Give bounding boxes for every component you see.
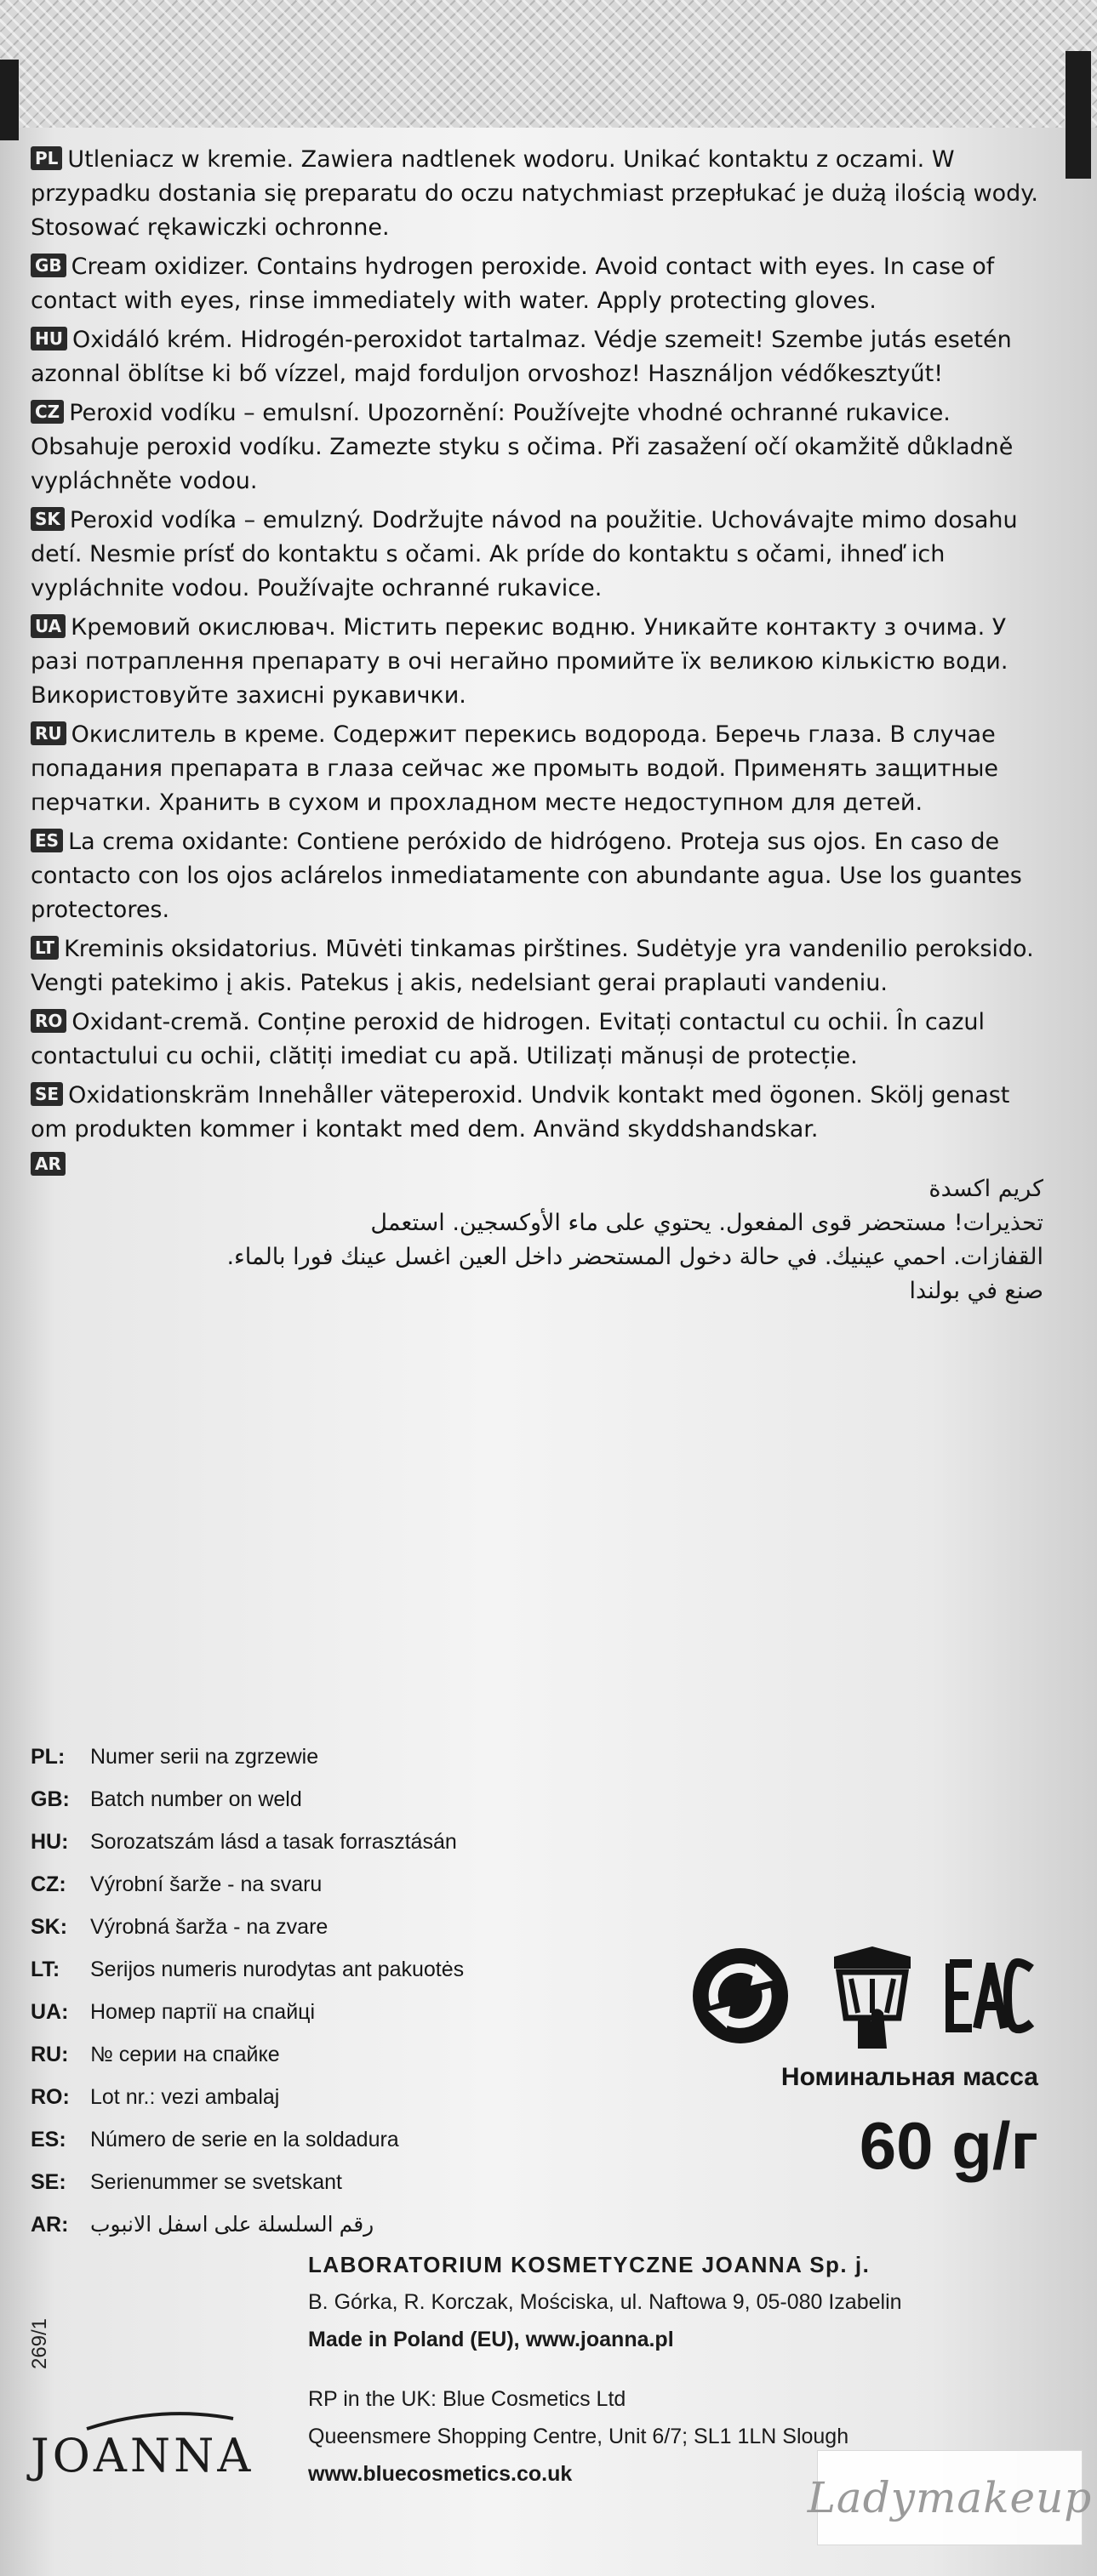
language-code: CZ (31, 400, 64, 424)
manufacturer-name: LABORATORIUM KOSMETYCZNE JOANNA Sp. j. (308, 2252, 871, 2277)
batch-number-list (31, 1735, 677, 2246)
warning-text: Oxidationskräm Innehåller väteperoxid. Undvik kontakt med ögonen. Skölj genast om produkten kommer i kontakt med dem. Använd skyddshandskar. (31, 1082, 1010, 1143)
dark-edge-right (1066, 51, 1091, 179)
warning-text: Кремовий окислювач. Містить перекис водню. Уникайте контакту з очима. У разі потраплення препарату в очі негайно промийте їх великою кількістю води. Використовуйте захисні рукавички. (31, 614, 1008, 709)
warning-text: Utleniacz w kremie. Zawiera nadtlenek wodoru. Unikać kontaktu z oczami. W przypadku dostania się preparatu do oczu natychmiast przepłukać je dużą ilością wody. Stosować rękawiczki ochronne. (31, 146, 1039, 241)
batch-row: GB: Batch number on weld (31, 1787, 302, 1811)
language-code: HU (31, 327, 67, 350)
language-code: PL (31, 146, 62, 170)
watermark (807, 2450, 1093, 2545)
language-code: SE (31, 1082, 63, 1106)
warning-block-sk (31, 504, 1043, 606)
batch-row: CZ: Výrobní šarže - na svaru (31, 1872, 323, 1896)
brand-name: JOANNA (31, 2429, 254, 2482)
batch-row: ES: Número de serie en la soldadura (31, 2128, 399, 2151)
eac-mark-icon (943, 1953, 1037, 2038)
warning-block-ru (31, 718, 1043, 820)
nominal-mass (749, 2059, 1038, 2188)
warning-block-se (31, 1079, 1043, 1147)
batch-row: PL: Numer serii na zgrzewie (31, 1745, 319, 1769)
language-code: SK (31, 507, 65, 531)
language-code: AR (31, 1152, 66, 1176)
arabic-line: صنع في بولندا (909, 1278, 1043, 1304)
warning-text: Окислитель в креме. Содержит перекись водорода. Беречь глаза. В случае попадания препарата в глаза сейчас же промыть водой. Применять защитные перчатки. Хранить в сухом и прохладном месте недоступном для детей. (31, 721, 998, 816)
arabic-line: تحذيرات! مستحضر قوى المفعول. يحتوي على ماء الأوكسجين. استعمل (370, 1210, 1043, 1236)
batch-row: AR: رقم السلسلة على اسفل الانبوب (31, 2213, 374, 2237)
uk-address: Queensmere Shopping Centre, Unit 6/7; SL1 1LN Slough (308, 2425, 849, 2448)
batch-row: SE: Serienummer se svetskant (31, 2170, 342, 2194)
warning-block-cz (31, 396, 1043, 499)
uk-representative: RP in the UK: Blue Cosmetics Ltd (308, 2387, 626, 2411)
language-code: GB (31, 254, 66, 277)
mass-label: Номинальная масса (780, 2063, 1038, 2091)
batch-row: LT: Serijos numeris nurodytas ant pakuotės (31, 1958, 465, 1981)
language-code: LT (31, 936, 59, 960)
warning-text: Kreminis oksidatorius. Mūvėti tinkamas pirštines. Sudėtyje yra vandenilio peroksido. Vengti patekimo į akis. Patekus į akis, nedelsiant gerai praplauti vandeniu. (31, 936, 1034, 996)
top-seal-texture (0, 0, 1097, 128)
recycle-icon (689, 1945, 791, 2047)
arabic-line: كريم اكسدة (928, 1176, 1043, 1202)
warning-block-es (31, 825, 1043, 927)
warning-block-ua (31, 611, 1043, 713)
eac-mark (943, 1953, 1037, 2038)
mass-value: 60 g/г (859, 2108, 1038, 2183)
warnings-section (31, 143, 1043, 1314)
arabic-warning-lines (31, 1172, 1043, 1308)
warning-block-ro (31, 1006, 1043, 1074)
batch-row: RO: Lot nr.: vezi ambalaj (31, 2085, 280, 2109)
warning-block-hu (31, 323, 1043, 391)
warning-block-lt (31, 932, 1043, 1000)
warning-block-gb (31, 250, 1043, 318)
language-code: RU (31, 721, 66, 745)
arabic-line: القفازات. احمي عينيك. في حالة دخول المستحضر داخل العين اغسل عينك فورا بالماء. (226, 1244, 1043, 1270)
watermark-text: Ladymakeup (807, 2473, 1093, 2522)
language-code: RO (31, 1009, 66, 1033)
warning-text: Cream oxidizer. Contains hydrogen peroxide. Avoid contact with eyes. In case of contact with eyes, rinse immediately with water. Apply protecting gloves. (31, 254, 995, 314)
warning-block-pl (31, 143, 1043, 245)
language-code: UA (31, 614, 66, 638)
brand-logo (24, 2395, 296, 2488)
batch-row: UA: Номер партії на спайці (31, 2000, 316, 2024)
symbols-row (689, 1940, 1047, 2059)
dark-edge-left (0, 60, 19, 140)
warning-text: La crema oxidante: Contiene peróxido de hidrógeno. Proteja sus ojos. En caso de contacto con los ojos aclárelos inmediatamente con abundante agua. Use los guantes protectores. (31, 829, 1022, 923)
waste-bin-icon (826, 1940, 919, 2050)
uk-website: www.bluecosmetics.co.uk (308, 2462, 573, 2486)
lot-code: 269/1 (28, 2317, 51, 2370)
language-code: ES (31, 829, 63, 852)
warning-text: Peroxid vodíku – emulsní. Upozornění: Používejte vhodné ochranné rukavice. Obsahuje peroxid vodíku. Zamezte styku s očima. Při zasažení očí okamžitě důkladně vypláchněte vodou. (31, 400, 1014, 494)
batch-row: HU: Sorozatszám lásd a tasak forrasztásán (31, 1830, 457, 1854)
warning-text: Oxidáló krém. Hidrogén-peroxidot tartalmaz. Védje szemeit! Szembe jutás esetén azonnal öblítse ki bő vízzel, majd forduljon orvoshoz! Használjon védőkesztyűt! (31, 327, 1012, 387)
warning-block-ar (31, 1152, 1043, 1308)
made-in: Made in Poland (EU), www.joanna.pl (308, 2328, 674, 2351)
warning-text: Oxidant-cremă. Conține peroxid de hidrogen. Evitați contactul cu ochii. În cazul contactului cu ochii, clătiți imediat cu apă. Utilizați mănuși de protecție. (31, 1009, 985, 1069)
batch-row: RU: № серии на спайке (31, 2043, 280, 2066)
manufacturer-address: B. Górka, R. Korczak, Mościska, ul. Naftowa 9, 05-080 Izabelin (308, 2290, 902, 2314)
warning-text: Peroxid vodíka – emulzný. Dodržujte návod na použitie. Uchovávajte mimo dosahu detí. Nesmie prísť do kontaktu s očami. Ak príde do kontaktu s očami, ihneď ich vypláchnite vodou. Používajte ochranné rukavice. (31, 507, 1018, 601)
batch-row: SK: Výrobná šarža - na zvare (31, 1915, 329, 1939)
